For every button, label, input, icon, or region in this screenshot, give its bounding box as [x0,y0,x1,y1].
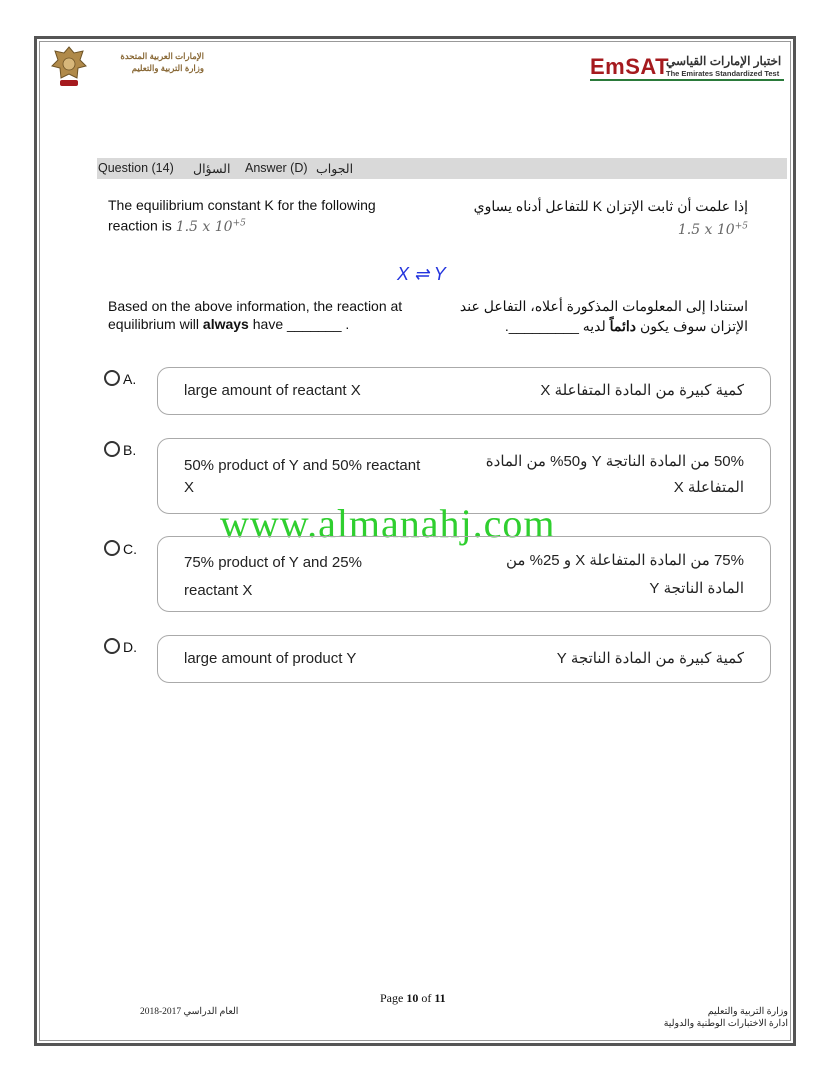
option-b-en: 50% product of Y and 50% reactant X [184,457,421,496]
option-b-ar: 50% من المادة الناتجة Y و50% من المادة المتفاعلة X [485,453,744,496]
emsat-underline [590,79,784,81]
uae-emblem-icon [50,44,88,90]
option-a-en: large amount of reactant X [184,382,361,399]
ministry-line-2: وزارة التربية والتعليم [131,63,204,73]
question-number: Question (14) [98,161,174,175]
follow-en-line-1: Based on the above information, the reaction at [108,298,403,314]
answer-label-ar: الجواب [316,162,354,176]
emsat-english-title: The Emirates Standardized Test [666,69,780,78]
radio-circle-icon[interactable] [104,540,120,556]
option-d-box[interactable] [157,635,771,683]
option-c-radio[interactable]: C. [104,540,137,557]
radio-circle-icon[interactable] [104,370,120,386]
follow-ar-line-1: استنادا إلى المعلومات المذكورة أعلاه، التفاعل عند [459,298,748,314]
follow-en-line-2: equilibrium will always have _______ . [108,316,350,332]
stem-en-line-2: reaction is 1.5 x $10^{+5}$ [108,217,246,235]
option-c-box[interactable] [157,536,771,612]
option-d-en: large amount of product Y [184,650,357,667]
emsat-arabic-title: اختبار الإمارات القياسي [666,54,782,68]
follow-ar [448,296,748,336]
answer-key: Answer (D) [245,161,308,175]
follow-en [108,297,438,333]
stem-ar-k-value: 1.5 x $10^{+5}$ [677,221,748,238]
emsat-logo [588,52,788,84]
option-d-ar: كمية كبيرة من المادة الناتجة Y [556,650,744,667]
stem-en-line-1: The equilibrium constant K for the following [108,197,376,213]
academic-year: العام الدراسي 2017-2018 [140,1007,239,1017]
option-b-radio[interactable]: B. [104,441,136,458]
page-number: Page 10 of 11 [380,991,446,1005]
emsat-word: EmSAT [590,54,670,79]
radio-circle-icon[interactable] [104,441,120,457]
footer-ministry: وزارة التربية والتعليم ادارة الاختبارات الوطنية والدولية [663,1007,788,1029]
stem-ar-line-1: إذا علمت أن ثابت الإتزان K للتفاعل أدناه يساوي [473,198,748,214]
option-a-radio[interactable]: A. [104,370,136,387]
stem-ar [440,196,748,240]
ministry-name-ar [94,50,204,74]
stem-en [108,196,418,236]
question-bar [97,158,787,179]
k-value: 1.5 x $10^{+5}$ [175,218,246,235]
watermark: www.almanahj.com [220,501,556,546]
radio-circle-icon[interactable] [104,638,120,654]
follow-ar-line-2: الإتزان سوف يكون دائماً لديه _________. [504,318,748,334]
option-a-box[interactable] [157,367,771,415]
ministry-line-1: الإمارات العربية المتحدة [120,51,204,61]
option-c-en: 75% product of Y and 25% reactant X [184,554,362,599]
option-c-ar: 75% من المادة المتفاعلة X و 25% من المادة الناتجة Y [506,552,744,597]
question-label-ar: السؤال [193,162,231,176]
reaction-equation: X ⇌ Y [397,264,446,284]
option-d-radio[interactable]: D. [104,638,137,655]
option-a-ar: كمية كبيرة من المادة المتفاعلة X [540,382,744,399]
